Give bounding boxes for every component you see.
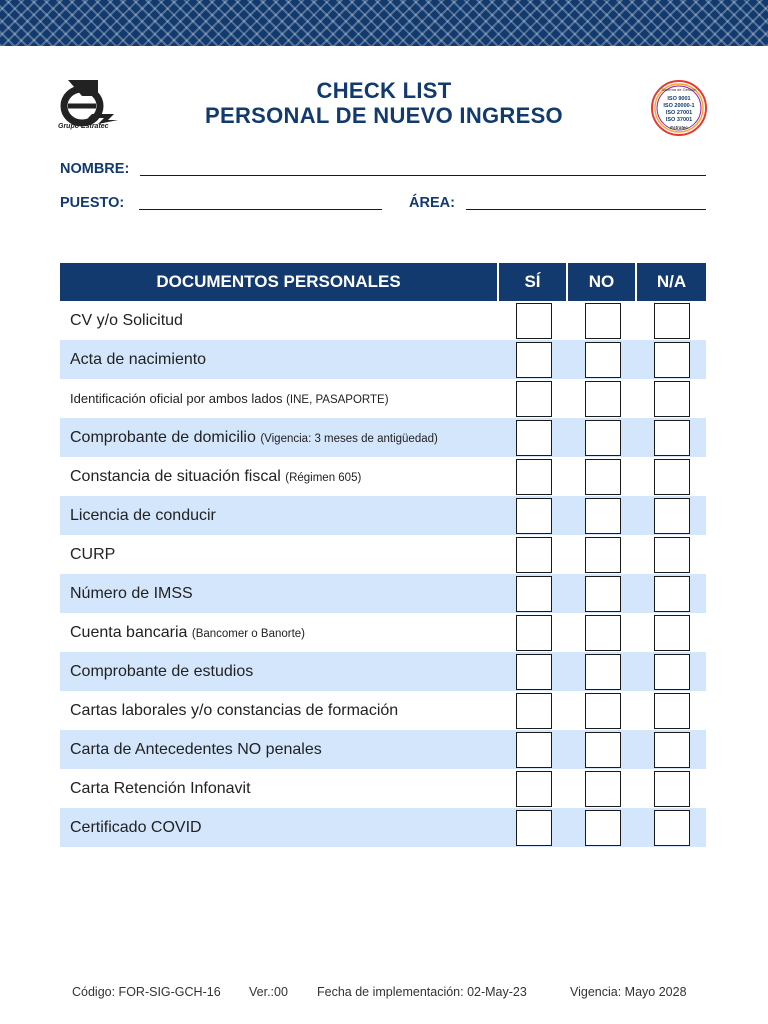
checkbox-cell-na (637, 537, 706, 573)
document-label (60, 819, 499, 837)
document-name: Carta de Antecedentes NO penales (70, 740, 322, 758)
checkbox-cell-yes (499, 381, 568, 417)
checkbox-cell-na (637, 459, 706, 495)
table-row (60, 301, 706, 340)
checkbox-cell-yes (499, 771, 568, 807)
checkbox-no[interactable] (585, 459, 621, 495)
checkbox-no[interactable] (585, 693, 621, 729)
header-no: NO (568, 263, 637, 301)
document-name: Constancia de situación fiscal (70, 467, 281, 485)
checkbox-cell-na (637, 498, 706, 534)
document-note: (Vigencia: 3 meses de antigüedad) (260, 432, 438, 445)
badge-top-text: Sistema de Gestión (661, 87, 697, 92)
document-name: Certificado COVID (70, 818, 202, 836)
document-label (60, 351, 499, 369)
checkbox-cell-no (568, 342, 637, 378)
checkbox-yes[interactable] (516, 810, 552, 846)
checkbox-no[interactable] (585, 303, 621, 339)
checkbox-no[interactable] (585, 498, 621, 534)
checkbox-cell-no (568, 771, 637, 807)
document-name: Comprobante de estudios (70, 662, 254, 680)
checkbox-no[interactable] (585, 342, 621, 378)
checkbox-no[interactable] (585, 654, 621, 690)
checkbox-yes[interactable] (516, 420, 552, 456)
checkbox-cell-na (637, 810, 706, 846)
document-label (60, 546, 499, 564)
document-name: Cuenta bancaria (70, 623, 188, 641)
checkbox-cell-yes (499, 342, 568, 378)
checkbox-cell-no (568, 459, 637, 495)
checkbox-cell-no (568, 498, 637, 534)
checkbox-na[interactable] (654, 732, 690, 768)
table-row (60, 379, 706, 418)
checkbox-no[interactable] (585, 537, 621, 573)
table-row (60, 808, 706, 847)
table-row (60, 691, 706, 730)
checkbox-no[interactable] (585, 381, 621, 417)
checkbox-cell-no (568, 576, 637, 612)
checkbox-cell-yes (499, 615, 568, 651)
badge-line-1: ISO 9001 (667, 96, 691, 102)
checkbox-no[interactable] (585, 810, 621, 846)
checkbox-cell-no (568, 615, 637, 651)
document-label (60, 741, 499, 759)
checkbox-yes[interactable] (516, 771, 552, 807)
checkbox-cell-yes (499, 693, 568, 729)
document-name: Cartas laborales y/o constancias de formación (70, 701, 399, 719)
position-label: PUESTO: (60, 195, 125, 211)
checkbox-cell-na (637, 420, 706, 456)
iso-certification-badge (650, 79, 708, 137)
badge-line-2: ISO 20000-1 (663, 103, 695, 109)
area-label: ÁREA: (409, 195, 455, 211)
checkbox-no[interactable] (585, 732, 621, 768)
header-documents: DOCUMENTOS PERSONALES (60, 263, 499, 301)
checkbox-yes[interactable] (516, 303, 552, 339)
document-label (60, 468, 499, 486)
badge-line-3: ISO 27001 (665, 110, 693, 116)
document-label (60, 585, 499, 603)
table-row (60, 340, 706, 379)
checkbox-no[interactable] (585, 615, 621, 651)
checkbox-na[interactable] (654, 420, 690, 456)
header-yes: SÍ (499, 263, 568, 301)
checkbox-na[interactable] (654, 498, 690, 534)
documents-checklist-table (60, 263, 706, 847)
footer-implementation-date: Fecha de implementación: 02-May-23 (317, 985, 527, 999)
document-title-line2: PERSONAL DE NUEVO INGRESO (205, 103, 563, 128)
logo-caption: Grupo Estratec (58, 123, 109, 130)
checkbox-cell-no (568, 537, 637, 573)
checkbox-cell-no (568, 732, 637, 768)
document-label (60, 780, 499, 798)
checkbox-cell-yes (499, 732, 568, 768)
checkbox-cell-na (637, 381, 706, 417)
checkbox-na[interactable] (654, 654, 690, 690)
checkbox-yes[interactable] (516, 381, 552, 417)
checkbox-cell-yes (499, 420, 568, 456)
document-note: (INE, PASAPORTE) (286, 394, 389, 406)
checkbox-cell-yes (499, 654, 568, 690)
footer-validity: Vigencia: Mayo 2028 (570, 985, 687, 999)
checkbox-cell-no (568, 810, 637, 846)
document-label (60, 391, 499, 406)
checkbox-cell-no (568, 303, 637, 339)
document-name: Número de IMSS (70, 584, 193, 602)
checkbox-yes[interactable] (516, 537, 552, 573)
checkbox-cell-na (637, 693, 706, 729)
checkbox-yes[interactable] (516, 732, 552, 768)
document-note: (Bancomer o Banorte) (191, 627, 306, 640)
table-row (60, 535, 706, 574)
checkbox-cell-no (568, 654, 637, 690)
table-row (60, 730, 706, 769)
badge-line-4: ISO 37001 (665, 117, 693, 123)
checkbox-na[interactable] (654, 537, 690, 573)
checkbox-yes[interactable] (516, 615, 552, 651)
checkbox-na[interactable] (654, 459, 690, 495)
checkbox-cell-na (637, 576, 706, 612)
document-name: Identificación oficial por ambos lados (70, 391, 283, 406)
checkbox-yes[interactable] (516, 498, 552, 534)
checkbox-no[interactable] (585, 576, 621, 612)
document-label (60, 702, 499, 720)
checkbox-cell-na (637, 732, 706, 768)
document-name: Licencia de conducir (70, 506, 216, 524)
document-label (60, 624, 499, 642)
document-name: Acta de nacimiento (70, 350, 207, 368)
checkbox-cell-na (637, 771, 706, 807)
table-row (60, 613, 706, 652)
name-field[interactable] (140, 175, 706, 176)
checkbox-na[interactable] (654, 342, 690, 378)
checkbox-na[interactable] (654, 693, 690, 729)
checkbox-cell-no (568, 693, 637, 729)
header-na: N/A (656, 272, 687, 291)
document-note: (Régimen 605) (285, 471, 362, 484)
document-name: CV y/o Solicitud (70, 311, 183, 329)
checkbox-cell-yes (499, 303, 568, 339)
document-label (60, 429, 499, 447)
checkbox-cell-na (637, 615, 706, 651)
checkbox-cell-na (637, 303, 706, 339)
checkbox-no[interactable] (585, 771, 621, 807)
badge-bottom-text: Estratec (670, 125, 688, 130)
checkbox-cell-na (637, 654, 706, 690)
table-header (60, 263, 706, 301)
position-field[interactable] (139, 209, 382, 210)
checkbox-yes[interactable] (516, 576, 552, 612)
checkbox-na[interactable] (654, 615, 690, 651)
checkbox-cell-yes (499, 576, 568, 612)
decorative-pattern-band (0, 0, 768, 46)
document-name: Carta Retención Infonavit (70, 779, 251, 797)
table-row (60, 769, 706, 808)
table-row (60, 574, 706, 613)
checkbox-yes[interactable] (516, 342, 552, 378)
document-name: Comprobante de domicilio (70, 428, 256, 446)
checkbox-cell-yes (499, 459, 568, 495)
name-label: NOMBRE: (60, 161, 130, 177)
checkbox-yes[interactable] (516, 654, 552, 690)
footer-code: Código: FOR-SIG-GCH-16 (72, 985, 221, 999)
document-title-line1: CHECK LIST (316, 78, 452, 103)
table-row (60, 496, 706, 535)
checkbox-na[interactable] (654, 810, 690, 846)
table-row (60, 652, 706, 691)
area-field[interactable] (466, 209, 706, 210)
checkbox-cell-yes (499, 498, 568, 534)
checkbox-no[interactable] (585, 420, 621, 456)
footer-version: Ver.:00 (249, 985, 288, 999)
document-label (60, 312, 499, 330)
checkbox-na[interactable] (654, 576, 690, 612)
checkbox-cell-yes (499, 537, 568, 573)
checkbox-yes[interactable] (516, 459, 552, 495)
document-label (60, 507, 499, 525)
checkbox-cell-no (568, 381, 637, 417)
checkbox-yes[interactable] (516, 693, 552, 729)
table-row (60, 418, 706, 457)
checkbox-na[interactable] (654, 303, 690, 339)
checkbox-cell-no (568, 420, 637, 456)
table-row (60, 457, 706, 496)
checkbox-cell-yes (499, 810, 568, 846)
table-body (60, 301, 706, 847)
document-label (60, 663, 499, 681)
checkbox-na[interactable] (654, 381, 690, 417)
checkbox-cell-na (637, 342, 706, 378)
checkbox-na[interactable] (654, 771, 690, 807)
document-name: CURP (70, 545, 116, 563)
